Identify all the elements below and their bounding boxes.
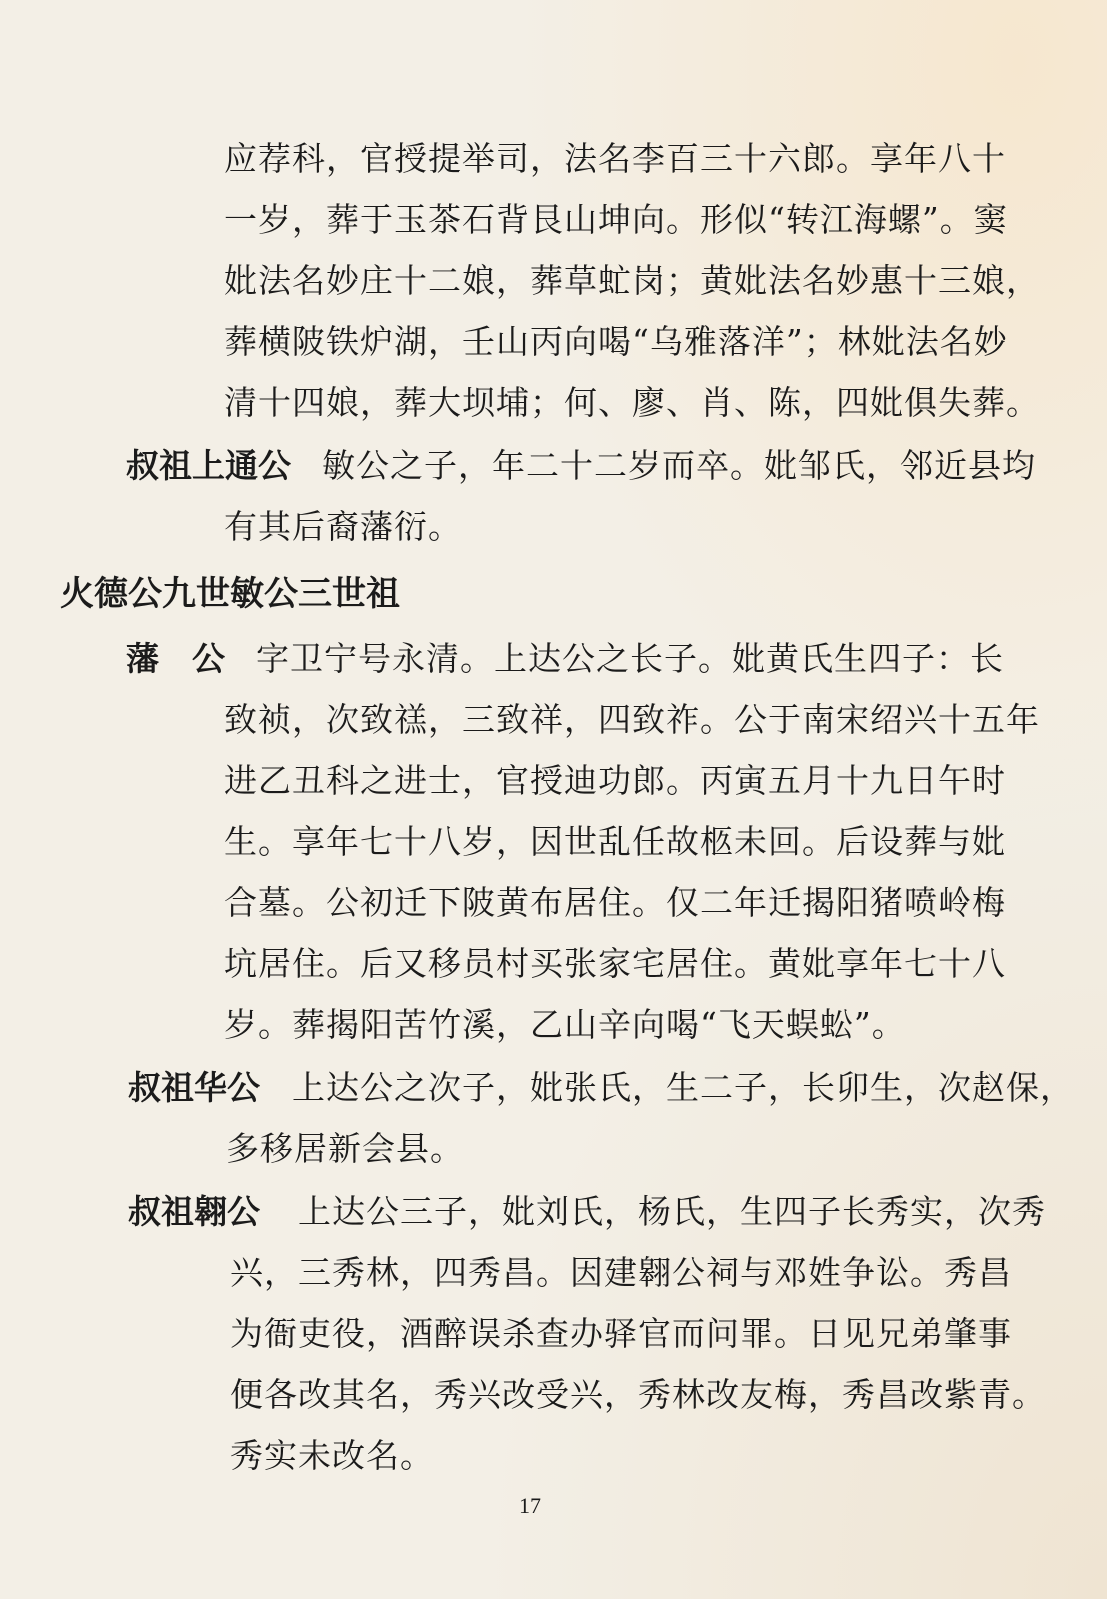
text-line: 进乙丑科之进士，官授迪功郎。丙寅五月十九日午时 xyxy=(224,761,1006,800)
text-line: 一岁，葬于玉茶石背艮山坤向。形似“转江海螺”。窦 xyxy=(224,200,1008,239)
text-line: 字卫宁号永清。上达公之长子。妣黄氏生四子：长 xyxy=(256,639,1004,678)
text-line: 敏公之子，年二十二岁而卒。妣邹氏，邻近县均 xyxy=(322,446,1036,485)
text-line: 妣法名妙庄十二娘，葬草虻岗；黄妣法名妙惠十三娘， xyxy=(224,261,1040,300)
text-line: 上达公之次子，妣张氏，生二子，长卯生，次赵保， xyxy=(292,1068,1074,1107)
text-line: 岁。葬揭阳苦竹溪，乙山辛向喝“飞天蜈蚣”。 xyxy=(224,1005,906,1044)
text-line: 兴，三秀林，四秀昌。因建翱公祠与邓姓争讼。秀昌 xyxy=(230,1253,1012,1292)
text-line: 坑居住。后又移员村买张家宅居住。黄妣享年七十八 xyxy=(224,944,1006,983)
text-line: 秀实未改名。 xyxy=(230,1436,434,1475)
text-line: 有其后裔藩衍。 xyxy=(224,507,462,546)
section-heading: 火德公九世敏公三世祖 xyxy=(60,574,400,614)
entry-name: 叔祖华公 xyxy=(128,1068,260,1107)
text-line: 多移居新会县。 xyxy=(226,1129,464,1168)
text-line: 生。享年七十八岁，因世乱任故柩未回。后设葬与妣 xyxy=(224,822,1006,861)
entry-name: 藩 公 xyxy=(126,639,225,678)
text-line: 应荐科，官授提举司，法名李百三十六郎。享年八十 xyxy=(224,139,1006,178)
text-line: 为衙吏役，酒醉误杀查办驿官而问罪。日见兄弟肇事 xyxy=(230,1314,1012,1353)
text-line: 清十四娘，葬大坝埔；何、廖、肖、陈，四妣俱失葬。 xyxy=(224,383,1040,422)
text-line: 上达公三子，妣刘氏，杨氏，生四子长秀实，次秀 xyxy=(298,1192,1046,1231)
text-line: 致祯，次致禚，三致祥，四致祚。公于南宋绍兴十五年 xyxy=(224,700,1040,739)
entry-name: 叔祖翱公 xyxy=(128,1192,260,1231)
text-line: 合墓。公初迁下陂黄布居住。仅二年迁揭阳猪喷岭梅 xyxy=(224,883,1006,922)
text-line: 便各改其名，秀兴改受兴，秀林改友梅，秀昌改紫青。 xyxy=(230,1375,1046,1414)
text-line: 葬横陂铁炉湖，壬山丙向喝“乌雅落洋”；林妣法名妙 xyxy=(224,322,1008,361)
page-number: 17 xyxy=(519,1493,541,1518)
entry-name: 叔祖上通公 xyxy=(126,446,291,485)
